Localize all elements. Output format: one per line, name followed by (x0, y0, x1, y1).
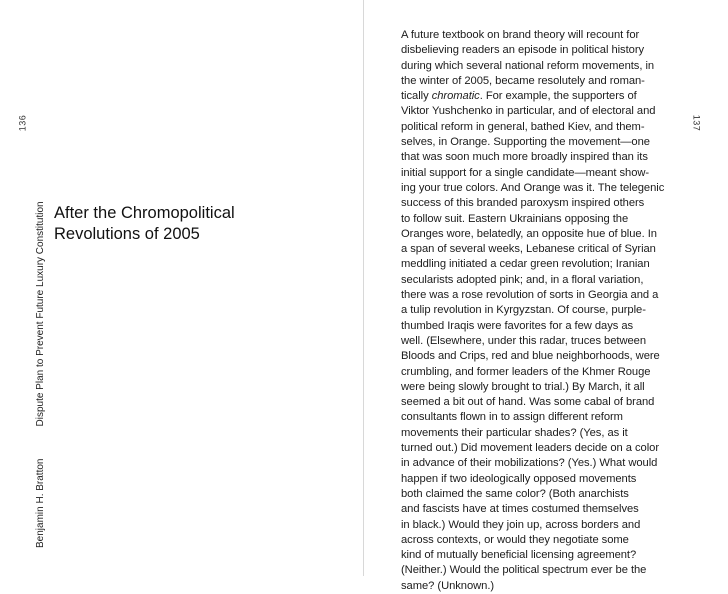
chapter-title-line: After the Chromopolitical (54, 204, 235, 222)
body-line: movements their particular shades? (Yes, as it (401, 426, 628, 439)
chapter-title-line: Revolutions of 2005 (54, 225, 200, 243)
body-line: disbelieving readers an episode in political history (401, 44, 645, 57)
body-line: (Neither.) Would the political spectrum ever be the (401, 564, 647, 577)
body-line: political reform in general, bathed Kiev, and them- (401, 120, 645, 133)
author-name: Benjamin H. Bratton (35, 458, 46, 548)
book-title: Dispute Plan to Prevent Future Luxury Constitution (35, 201, 46, 427)
body-line: were being slowly brought to trial.) By March, it all (401, 380, 645, 393)
body-line: ing your true colors. And Orange was it. The telegenic (401, 181, 665, 194)
body-line: both claimed the same color? (Both anarchists (401, 487, 629, 500)
body-line: in advance of their mobilizations? (Yes.) What would (401, 457, 658, 470)
body-line: there was a rose revolution of sorts in Georgia and a (401, 289, 659, 302)
body-line: in black.) Would they join up, across borders and (401, 518, 641, 531)
body-line: secularists adopted pink; and, in a floral variation, (401, 273, 644, 286)
body-line: seemed a bit out of hand. Was some cabal of brand (401, 396, 655, 409)
body-line: thumbed Iraqis were favorites for a few days as (401, 319, 634, 332)
page-number-right: 137 (691, 114, 702, 132)
body-line: meddling initiated a cedar green revolution; Iranian (401, 258, 650, 271)
page-number-left: 136 (17, 114, 28, 132)
body-line: a tulip revolution in Kyrgyzstan. Of course, purple- (401, 304, 646, 317)
body-line: success of this branded paroxysm inspired others (401, 197, 645, 210)
body-line: initial support for a single candidate—meant show- (401, 166, 650, 179)
chapter-title (54, 203, 314, 245)
left-page (0, 0, 363, 576)
body-line: same? (Unknown.) (401, 579, 495, 592)
body-line: and fascists have at times costumed themselves (401, 503, 639, 516)
body-line: a span of several weeks, Lebanese critical of Syrian (401, 243, 656, 256)
body-line: the winter of 2005, became resolutely and roman- (401, 74, 645, 87)
body-line: Viktor Yushchenko in particular, and of electoral and (401, 105, 656, 118)
body-line: to follow suit. Eastern Ukrainians opposing the (401, 212, 629, 225)
body-line: tically chromatic. For example, the supporters of (401, 90, 637, 103)
body-line: turned out.) Did movement leaders decide on a color (401, 442, 660, 455)
body-line: A future textbook on brand theory will recount for (401, 29, 640, 41)
running-head (35, 201, 46, 548)
body-line: crumbling, and former leaders of the Khmer Rouge (401, 365, 651, 378)
body-line: consultants flown in to assign different reform (401, 411, 623, 424)
body-line: kind of mutually beneficial licensing agreement? (401, 549, 637, 562)
body-paragraph (401, 28, 681, 594)
body-line: well. (Elsewhere, under this radar, truces between (401, 334, 646, 347)
body-line: across contexts, or would they negotiate some (401, 533, 629, 546)
body-line: selves, in Orange. Supporting the movement—one (401, 136, 650, 149)
right-page (364, 0, 728, 592)
body-line: happen if two ideologically opposed movements (401, 472, 637, 485)
body-line: that was soon much more broadly inspired than its (401, 151, 648, 164)
body-line: Oranges wore, belatedly, an opposite hue of blue. In (401, 227, 657, 240)
body-line: during which several national reform movements, in (401, 59, 655, 72)
body-line: Bloods and Crips, red and blue neighborhoods, were (401, 350, 660, 363)
